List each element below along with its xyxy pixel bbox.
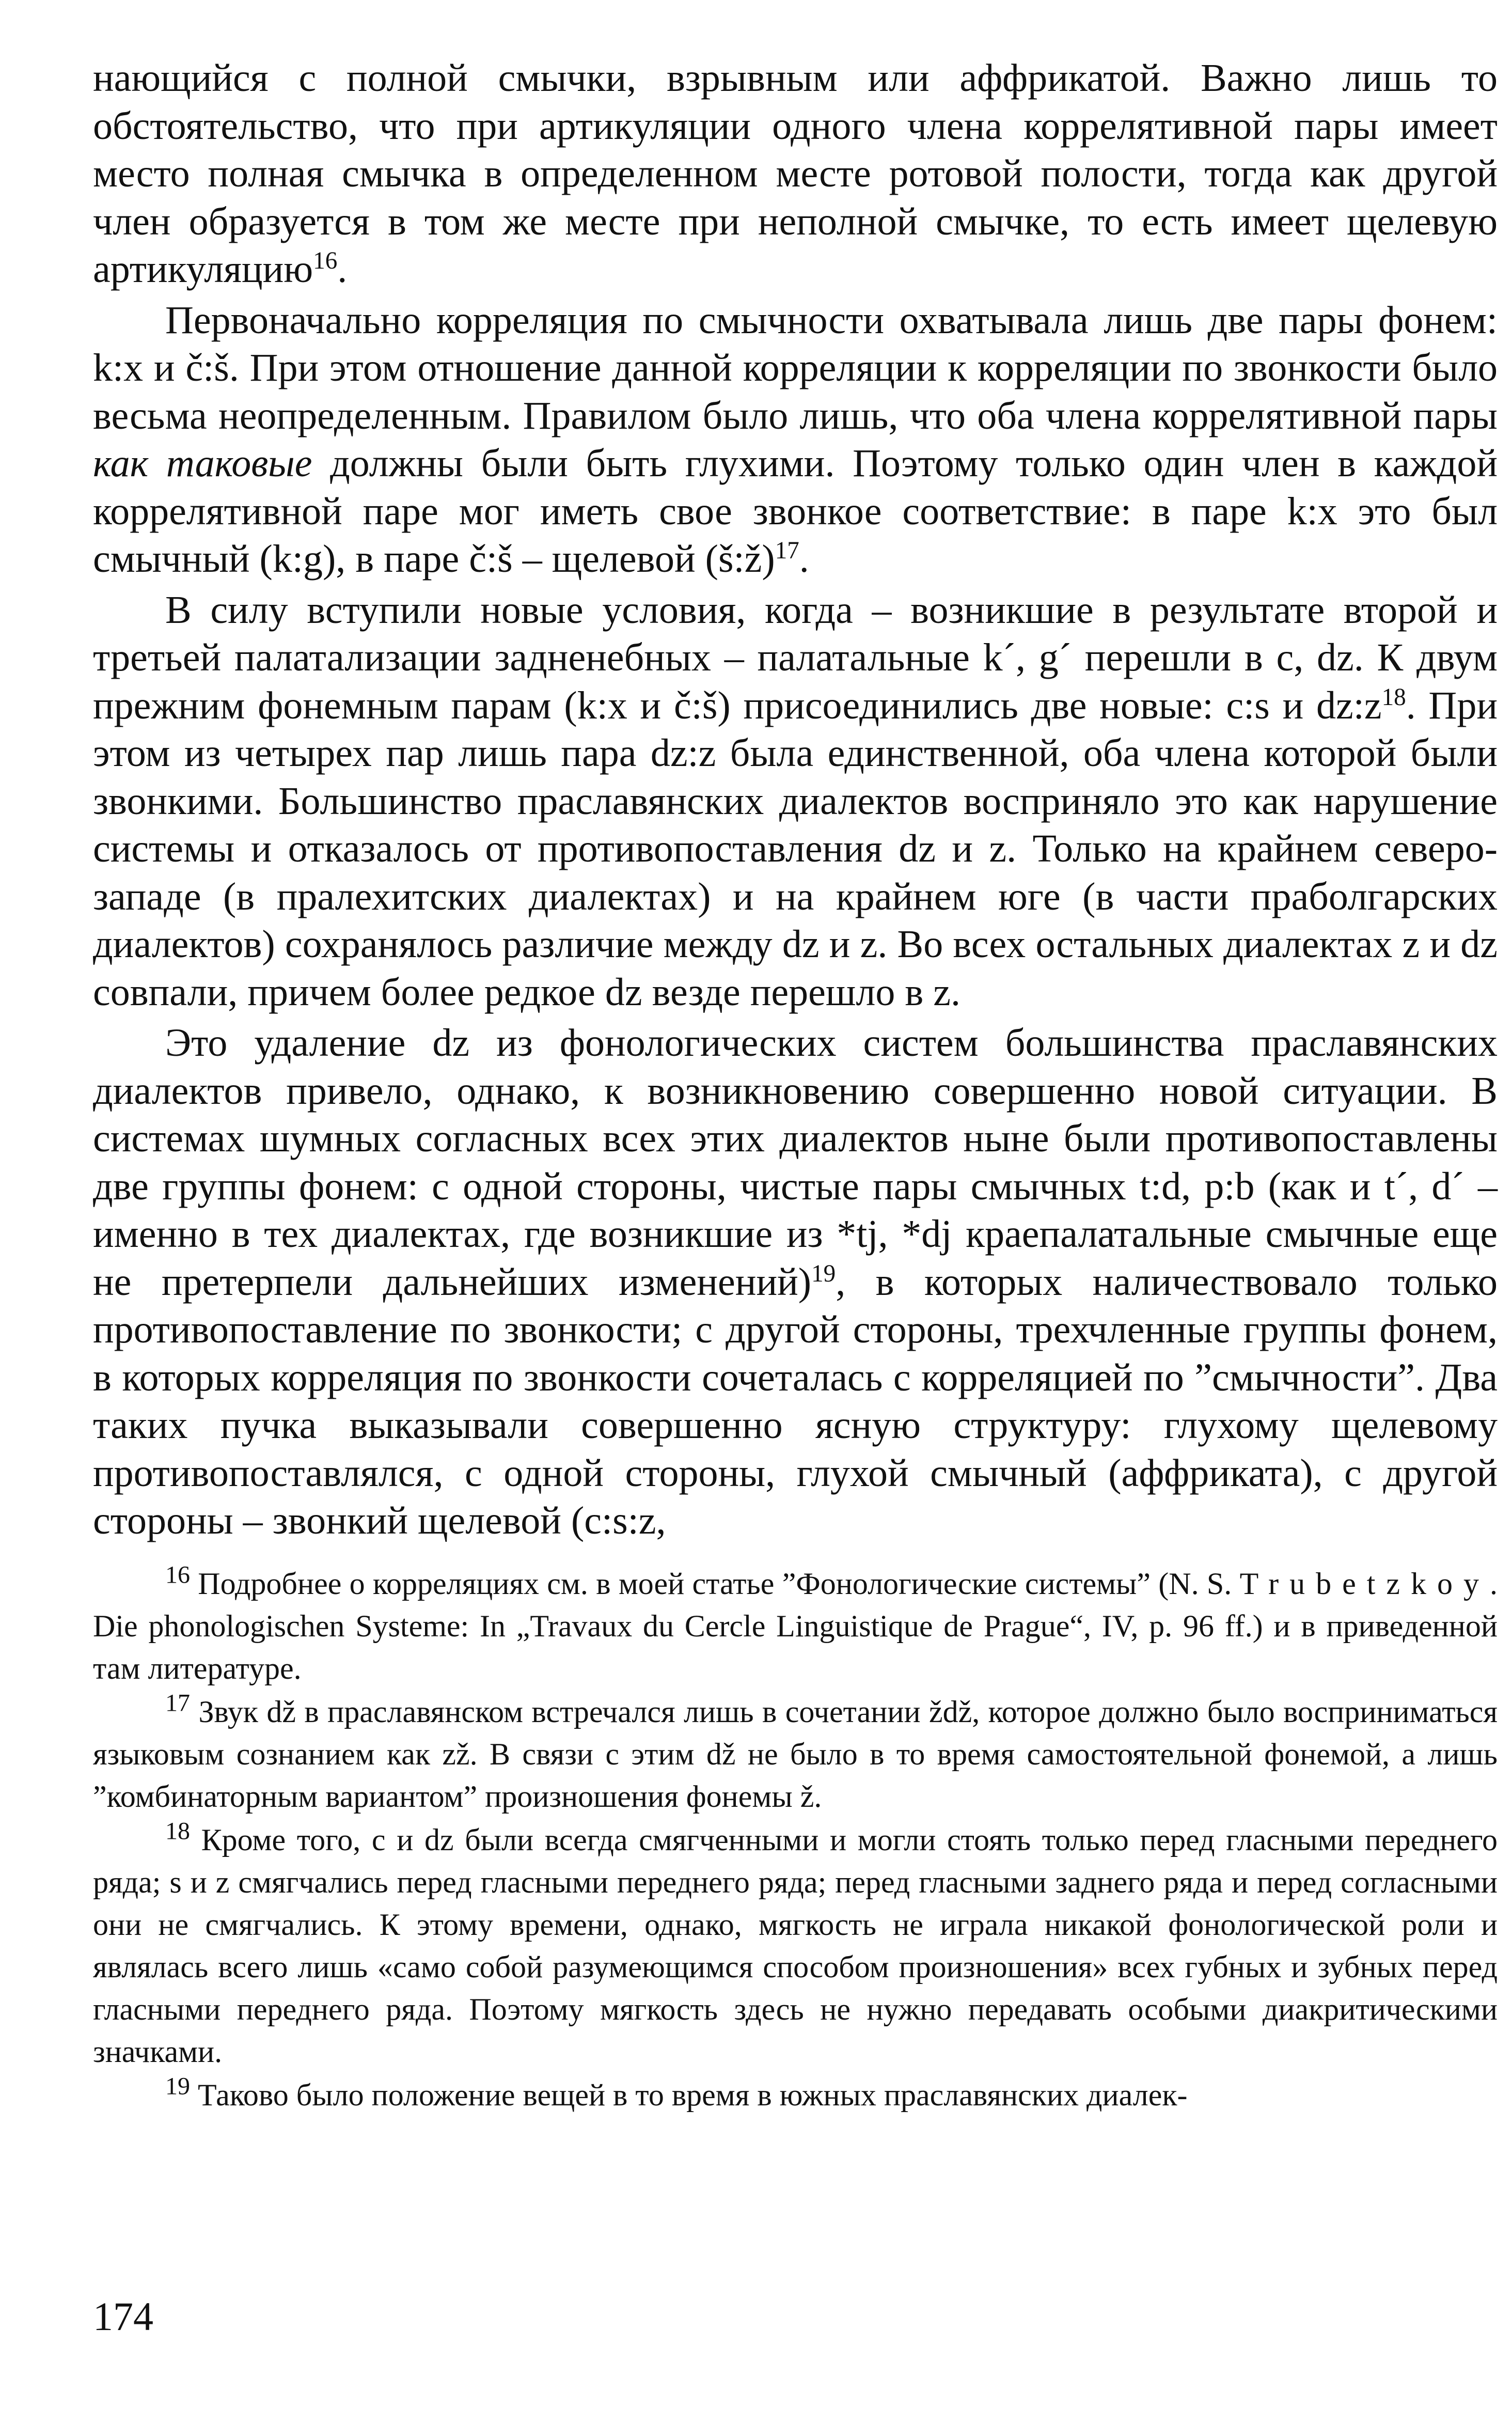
emphasis-text: как таковые	[93, 442, 312, 485]
footnote-ref-17[interactable]: 17	[775, 537, 799, 565]
footnote-ref-18[interactable]: 18	[1381, 683, 1406, 711]
footnote-17: $^{17}$ Звук dž в праславянском встречался лишь в сочетании ždž, которое должно было восприниматься языковым сознанием как zž. В связи с этим dž не было в то время самостоятельной фонемой, а лишь ”комбинаторным вариантом” произношения фонемы ž.	[93, 1689, 1498, 1814]
footnote-number: 17	[165, 1689, 190, 1716]
footnotes	[93, 1562, 1498, 2116]
author-name: Trubetzkoy	[1239, 1566, 1490, 1601]
footnote-16: $^{16}$ Подробнее о корреляциях см. в моей статье ”Фонологические системы” (N. S. Trubetzkoy. Die phonologischen Systeme: In „Travaux du Cercle Linguistique de Prague“, IV, p. 96 ff.) и в приведенной там литературе.	[93, 1560, 1498, 1685]
paragraph-1: нающийся с полной смычки, взрывным или аффрикатой. Важно лишь то обстоятельство, что при артикуляции одного члена коррелятивной пары имеет место полная смычка в определенном месте ротовой полости, тогда как другой член образуется в том же месте при неполной смычке, то есть имеет щелевую артикуляцию$^{16}$.	[93, 56, 1498, 291]
footnote-number: 16	[165, 1560, 190, 1588]
paragraph-2: Первоначально корреляция по смычности охватывала лишь две пары фонем: k:x и č:š. При этом отношение данной корреляции к корреляции по звонкости было весьма неопределенным. Правилом было лишь, что оба члена коррелятивной пары как таковые должны были быть глухими. Поэтому только один член в каждой коррелятивной паре мог иметь свое звонкое соответствие: в паре k:x это был смычный (k:g), в паре č:š – щелевой (š:ž)$^{17}$.	[93, 298, 1498, 581]
footnote-number: 19	[165, 2072, 190, 2100]
footnote-number: 18	[165, 1817, 190, 1845]
book-page	[93, 54, 1498, 2116]
footnote-ref-19[interactable]: 19	[811, 1260, 836, 1287]
paragraph-4: Это удаление dz из фонологических систем большинства праславянских диалектов привело, однако, к возникновению совершенно новой ситуации. В системах шумных согласных всех этих диалектов ныне были противопоставлены две группы фонем: с одной стороны, чистые пары смычных t:d, p:b (как и t´, d´ – именно в тех диалектах, где возникшие из *tj, *dj краепалатальные смычные еще не претерпели дальнейших изменений)$^{19}$, в которых наличествовало только противопоставление по звонкости; с другой стороны, трехчленные группы фонем, в которых корреляция по звонкости сочеталась с корреляцией по ”смычности”. Два таких пучка выказывали совершенно ясную структуру: глухому щелевому противопоставлялся, с одной стороны, глухой смычный (аффриката), с другой стороны – звонкий щелевой (c:s:z,	[93, 1021, 1498, 1542]
footnote-ref-16[interactable]: 16	[313, 247, 338, 275]
page-number: 174	[93, 2294, 153, 2339]
footnote-18: $^{18}$ Кроме того, c и dz были всегда смягченными и могли стоять только перед гласными переднего ряда; s и z смягчались перед гласными переднего ряда; перед гласными заднего ряда и перед согласными они не смягчались. К этому времени, однако, мягкость не играла никакой фонологической роли и являлась всего лишь «само собой разумеющимся способом произношения» всех губных и зубных перед гласными переднего ряда. Поэтому мягкость здесь не нужно передавать особыми диакритическими значками.	[93, 1817, 1498, 2069]
main-text	[93, 54, 1498, 1545]
footnote-19: $^{19}$ Таково было положение вещей в то время в южных праславянских диалек-	[165, 2072, 1188, 2112]
paragraph-3: В силу вступили новые условия, когда – возникшие в результате второй и третьей палатализации задненебных – палатальные k´, g´ перешли в c, dz. К двум прежним фонемным парам (k:x и č:š) присоединились две новые: c:s и $dz:z^{18}$. При этом из четырех пар лишь пара dz:z была единственной, оба члена которой были звонкими. Большинство праславянских диалектов восприняло это как нарушение системы и отказалось от противопоставления dz и z. Только на крайнем северо-западе (в пралехитских диалектах) и на крайнем юге (в части праболгарских диалектов) сохранялось различие между dz и z. Во всех остальных диалектах z и dz совпали, причем более редкое dz везде перешло в z.	[93, 588, 1498, 1014]
